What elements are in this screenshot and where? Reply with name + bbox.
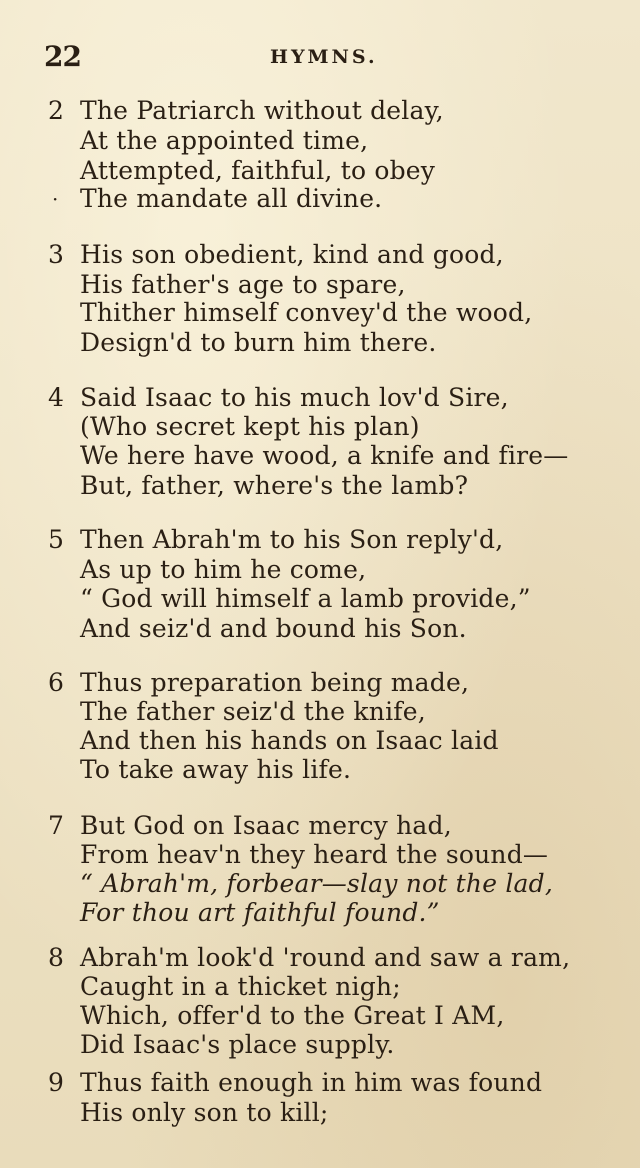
margin-mark: · [52, 187, 59, 211]
verse-line: Said Isaac to his much lov'd Sire, [80, 383, 509, 412]
verse-line: Thither himself convey'd the wood, [80, 298, 533, 327]
verse-line: We here have wood, a knife and fire— [80, 441, 569, 470]
stanza-number: 4 [48, 383, 64, 412]
verse-line: To take away his life. [80, 755, 352, 784]
verse-line: Which, offer'd to the Great I AM, [80, 1001, 505, 1030]
stanza-number: 8 [48, 943, 64, 972]
verse-line: At the appointed time, [80, 126, 369, 155]
verse-line: But God on Isaac mercy had, [80, 811, 452, 840]
verse-line: His only son to kill; [80, 1098, 329, 1127]
stanza-number: 6 [48, 668, 64, 697]
verse-line: From heav'n they heard the sound— [80, 840, 549, 869]
verse-line: And seiz'd and bound his Son. [80, 614, 467, 643]
verse-line: “ God will himself a lamb provide,” [80, 584, 531, 613]
stanza-number: 9 [48, 1068, 64, 1097]
verse-line: But, father, where's the lamb? [80, 471, 469, 500]
verse-line: Caught in a thicket nigh; [80, 972, 401, 1001]
verse-line: Thus faith enough in him was found [80, 1068, 543, 1097]
stanza-number: 7 [48, 811, 64, 840]
verse-line: Thus preparation being made, [80, 668, 470, 697]
stanza-number: 2 [48, 96, 64, 125]
verse-line-italic: “ Abrah'm, forbear—slay not the lad, [80, 869, 554, 898]
verse-line: The Patriarch without delay, [80, 96, 444, 125]
stanza-number: 3 [48, 240, 64, 269]
verse-line: Attempted, faithful, to obey [80, 156, 436, 185]
verse-line: Did Isaac's place supply. [80, 1030, 395, 1059]
verse-line: The mandate all divine. [80, 184, 383, 213]
verse-line-italic: For thou art faithful found.” [80, 898, 440, 927]
page-number: 22 [44, 40, 81, 73]
verse-line: His father's age to spare, [80, 270, 406, 299]
verse-line: Design'd to burn him there. [80, 328, 437, 357]
page-header [0, 40, 640, 80]
verse-line: Abrah'm look'd 'round and saw a ram, [80, 943, 571, 972]
verse-line: Then Abrah'm to his Son reply'd, [80, 525, 504, 554]
verse-line: (Who secret kept his plan) [80, 412, 420, 441]
running-head: HYMNS. [270, 46, 378, 68]
stanza-number: 5 [48, 525, 64, 554]
verse-line: And then his hands on Isaac laid [80, 726, 499, 755]
verse-line: As up to him he come, [80, 555, 367, 584]
verse-line: His son obedient, kind and good, [80, 240, 504, 269]
verse-line: The father seiz'd the knife, [80, 697, 426, 726]
